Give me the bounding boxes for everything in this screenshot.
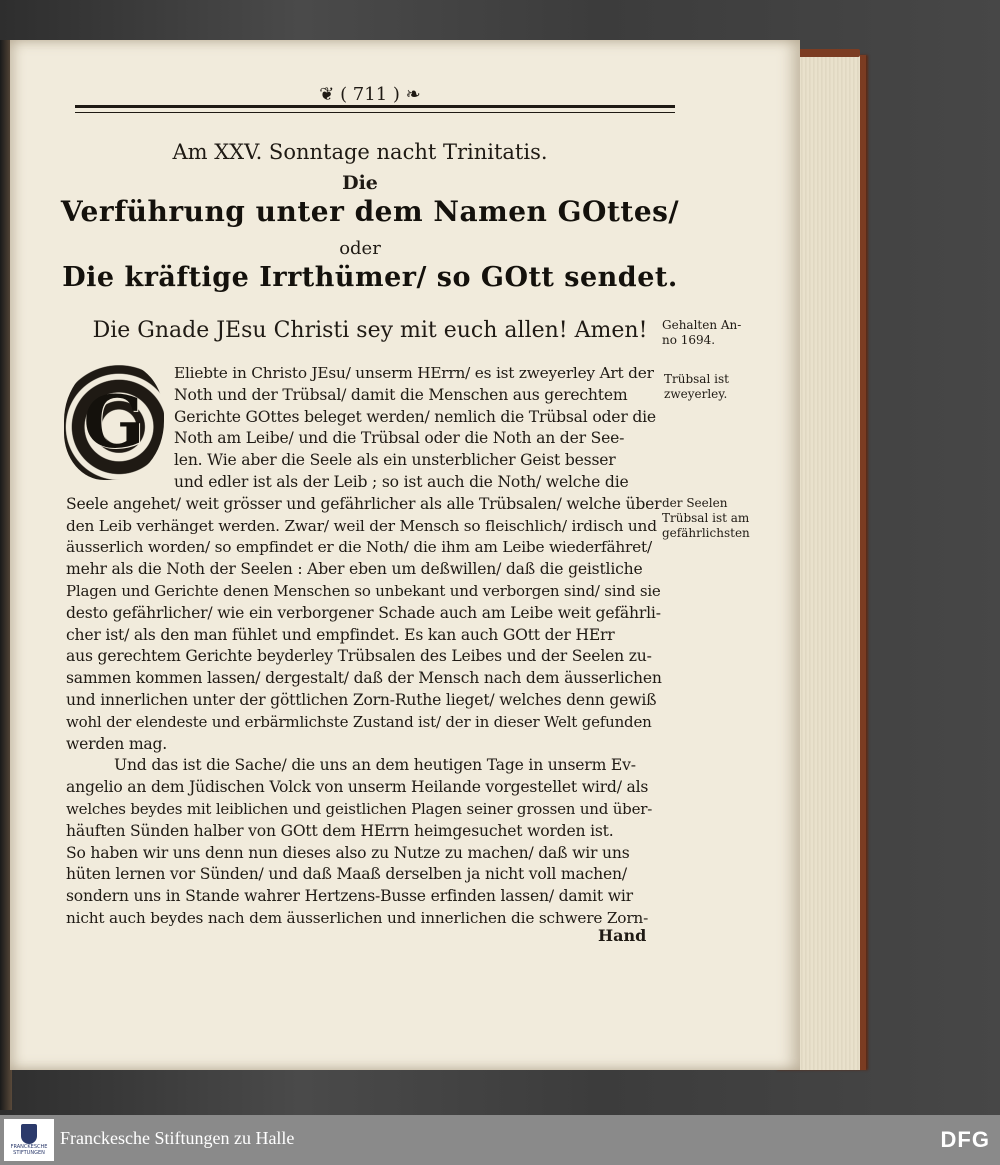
body-line: Eliebte in Christo JEsu/ unserm HErrn/ es ist zweyerley Art der: [174, 364, 654, 382]
header-rule: [75, 105, 675, 108]
body-line: len. Wie aber die Seele als ein unsterblicher Geist besser: [174, 451, 616, 470]
sermon-title-2: Die kräftige Irrthümer/ so GOtt sendet.: [62, 262, 678, 293]
body-line: angelio an dem Jüdischen Volck von unserm Heilande vorgestellet wird/ als: [66, 778, 649, 797]
margin-note-line: Trübsal ist am: [662, 511, 750, 525]
body-line: den Leib verhänget werden. Zwar/ weil der Mensch so fleischlich/ irdisch und: [66, 516, 657, 535]
margin-note-line: Trübsal ist: [664, 372, 729, 386]
sermon-title-1: Verführung unter dem Namen GOttes/: [60, 195, 680, 228]
institution-logo[interactable]: [4, 1119, 54, 1161]
dfg-logo[interactable]: DFG: [940, 1127, 990, 1152]
margin-note-line: gefährlichsten: [662, 526, 750, 540]
margin-note-line: no 1694.: [662, 333, 716, 347]
body-line: Und das ist die Sache/ die uns an dem heutigen Tage in unserm Ev-: [114, 756, 636, 775]
body-line: So haben wir uns denn nun dieses also zu Nutze zu machen/ daß wir uns: [66, 843, 630, 862]
body-line: sondern uns in Stande wahrer Hertzens-Busse erfinden lassen/ damit wir: [66, 887, 633, 906]
body-line: cher ist/ als den man fühlet und empfindet. Es kan auch GOtt der HErr: [66, 625, 615, 644]
body-line: und innerlichen unter der göttlichen Zorn-Ruthe lieget/ welches denn gewiß: [66, 691, 657, 709]
body-line: mehr als die Noth der Seelen : Aber eben um deßwillen/ daß die geistliche: [66, 560, 643, 579]
body-line: Seele angehet/ weit grösser und gefährlicher als alle Trübsalen/ welche über: [66, 494, 662, 513]
blessing-line: Die Gnade JEsu Christi sey mit euch allen! Amen!: [92, 318, 648, 343]
crest-icon: [21, 1124, 37, 1144]
title-conjunction: oder: [339, 238, 381, 259]
logo-text-2: STIFTUNGEN: [13, 1150, 45, 1156]
margin-note-trubsal: [664, 372, 729, 402]
margin-note-line: Gehalten An-: [662, 318, 742, 332]
body-line: aus gerechtem Gerichte beyderley Trübsalen des Leibes und der Seelen zu-: [66, 647, 652, 666]
header-rule-thin: [75, 112, 675, 113]
page-header: [70, 84, 670, 114]
body-line: hüten lernen vor Sünden/ und daß Maaß derselben ja nicht voll machen/: [66, 865, 627, 884]
body-line: welches beydes mit leiblichen und geistlichen Plagen seiner grossen und über-: [66, 800, 653, 818]
logo-text-1: FRANCKESCHE: [10, 1144, 48, 1150]
body-line: Noth am Leibe/ und die Trübsal oder die Noth an der See-: [174, 429, 625, 448]
body-line: wohl der elendeste und erbärmlichste Zustand ist/ der in dieser Welt gefunden: [66, 712, 652, 731]
ornament-left-icon: ❦: [319, 84, 335, 105]
body-line: Gerichte GOttes beleget werden/ nemlich die Trübsal oder die: [174, 407, 656, 426]
ornament-right-icon: ❧: [405, 84, 421, 105]
body-line: werden mag.: [66, 734, 168, 753]
catchword: Hand: [598, 926, 647, 945]
body-line: und edler ist als der Leib ; so ist auch die Noth/ welche die: [174, 473, 629, 491]
sermon-heading: Am XXV. Sonntage nacht Trinitatis.: [172, 140, 548, 164]
margin-note-line: der Seelen: [662, 496, 728, 510]
margin-note-date: [662, 318, 741, 348]
body-line: häuften Sünden halber von GOtt dem HErrn heimgesuchet worden ist.: [66, 821, 614, 840]
title-article: Die: [342, 172, 378, 194]
body-line: äusserlich worden/ so empfindet er die Noth/ die ihm am Leibe wiederfähret/: [66, 538, 652, 557]
margin-note-line: zweyerley.: [664, 387, 728, 401]
decorated-initial: [64, 362, 164, 480]
body-line: Plagen und Gerichte denen Menschen so unbekant und verborgen sind/ sind sie: [66, 582, 661, 600]
footer-bar: [0, 1115, 1000, 1165]
body-line: Noth und der Trübsal/ damit die Menschen aus gerechtem: [174, 385, 628, 404]
page-number: ( 711 ): [340, 84, 400, 105]
body-line: nicht auch beydes nach dem äusserlichen und innerlichen die schwere Zorn-: [66, 909, 649, 927]
margin-note-seelen: [662, 496, 750, 541]
body-line: sammen kommen lassen/ dergestalt/ daß der Mensch nach dem äusserlichen: [66, 669, 662, 688]
body-line: desto gefährlicher/ wie ein verborgener Schade auch am Leibe weit gefährli-: [66, 603, 661, 622]
initial-letter: G: [83, 378, 145, 464]
institution-name[interactable]: Franckesche Stiftungen zu Halle: [60, 1128, 295, 1148]
